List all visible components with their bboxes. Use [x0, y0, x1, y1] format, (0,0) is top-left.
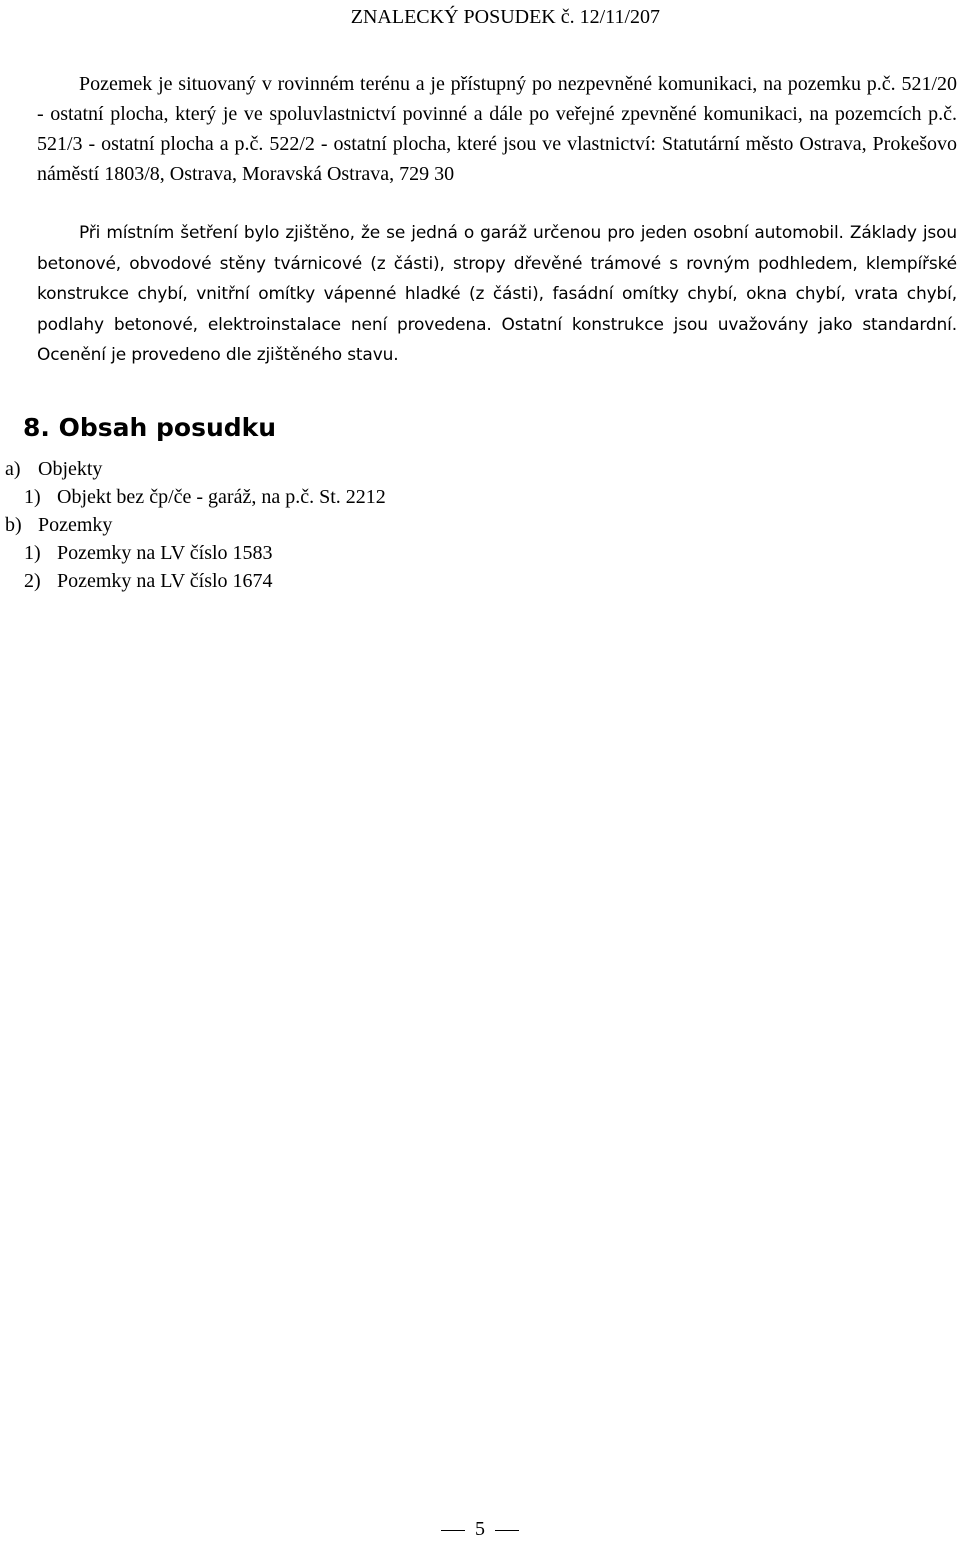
list-item: [5, 511, 386, 539]
contents-list: [5, 455, 386, 595]
footer-dash-right: [495, 1530, 519, 1531]
list-item-label: Pozemky: [38, 514, 113, 536]
section-title: 8. Obsah posudku: [23, 413, 277, 442]
site-description-paragraph: Pozemek je situovaný v rovinném terénu a je přístupný po nezpevněné komunikaci, na pozemku p.č. 521/20 - ostatní plocha, který je ve spoluvlastnictví povinné a dále po veřejné zpevněné komunikaci, na pozemcích p.č. 521/3 - ostatní plocha a p.č. 522/2 - ostatní plocha, které jsou ve vlastnictví: Statutární město Ostrava, Prokešovo náměstí 1803/8, Ostrava, Moravská Ostrava, 729 30: [37, 73, 957, 185]
list-item-label: Pozemky na LV číslo 1583: [57, 542, 273, 564]
list-item: [5, 539, 386, 567]
list-item-label: Pozemky na LV číslo 1674: [57, 570, 273, 592]
page-number: 5: [475, 1518, 485, 1540]
list-item: [5, 483, 386, 511]
footer-dash-left: [441, 1530, 465, 1531]
list-item-marker: b): [5, 514, 22, 536]
list-item-marker: a): [5, 458, 21, 480]
list-item-marker: 1): [24, 542, 41, 564]
list-item-marker: 1): [24, 486, 41, 508]
document-header: ZNALECKÝ POSUDEK č. 12/11/207: [350, 6, 660, 28]
list-item-marker: 2): [24, 570, 41, 592]
list-item: [5, 455, 386, 483]
inspection-paragraph: Při místním šetření bylo zjištěno, že se jedná o garáž určenou pro jeden osobní automobil. Základy jsou betonové, obvodové stěny tvárnicové (z části), stropy dřevěné trámové s rovným podhledem, klempířské konstrukce chybí, vnitřní omítky vápenné hladké (z části), fasádní omítky chybí, okna chybí, vrata chybí, podlahy betonové, elektroinstalace není provedena. Ostatní konstrukce jsou uvažovány jako standardní. Ocenění je provedeno dle zjištěného stavu.: [37, 223, 957, 365]
list-item-label: Objekt bez čp/če - garáž, na p.č. St. 2212: [57, 486, 386, 508]
list-item: [5, 567, 386, 595]
page-footer: [0, 1515, 960, 1543]
list-item-label: Objekty: [38, 458, 103, 480]
